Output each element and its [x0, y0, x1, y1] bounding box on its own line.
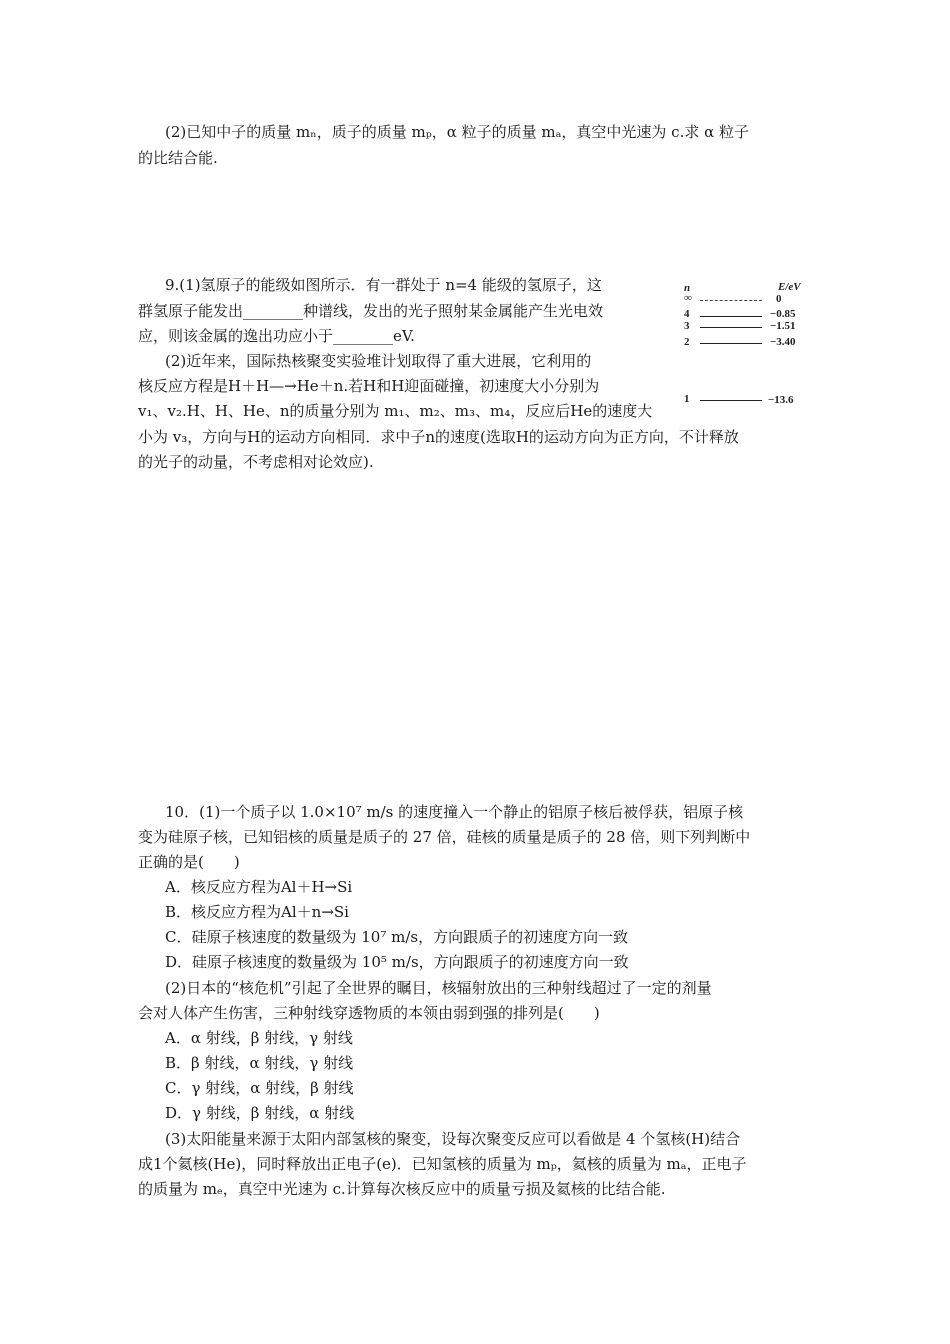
q10-part1-line1: 10．(1)一个质子以 1.0×10⁷ m/s 的速度撞入一个静止的铝原子核后被俘获，铝原子核	[165, 803, 744, 821]
diagram-energy-header: E/eV	[778, 281, 801, 293]
q9-part1-line3: 应，则该金属的逸出功应小于________eV.	[138, 327, 415, 345]
level-1-energy: −13.6	[768, 394, 794, 406]
level-4-energy: −0.85	[770, 308, 796, 320]
q10-part1-option-c: C．硅原子核速度的数量级为 10⁷ m/s，方向跟质子的初速度方向一致	[165, 928, 629, 946]
level-2-energy: −3.40	[770, 336, 796, 348]
level-1-line	[700, 400, 762, 401]
q10-part2-option-d: D．γ 射线，β 射线，α 射线	[165, 1104, 355, 1122]
q10-part2-option-c: C．γ 射线，α 射线，β 射线	[165, 1079, 354, 1097]
level-inf-energy: 0	[776, 293, 782, 305]
level-2-line	[700, 343, 762, 344]
q10-part2-line1: (2)日本的“核危机”引起了全世界的瞩目，核辐射放出的三种射线超过了一定的剂量	[165, 979, 712, 997]
level-2-label: 2	[684, 336, 690, 348]
level-3-line	[700, 327, 762, 328]
q10-part1-option-b: B．核反应方程为Al＋n→Si	[165, 903, 349, 921]
q10-part1-option-a: A．核反应方程为Al＋H→Si	[165, 878, 353, 896]
q10-part3-line3: 的质量为 mₑ，真空中光速为 c.计算每次核反应中的质量亏损及氦核的比结合能.	[138, 1180, 666, 1198]
level-inf-line	[700, 300, 762, 301]
q10-part1-line2: 变为硅原子核，已知铝核的质量是质子的 27 倍，硅核的质量是质子的 28 倍，则下列判断中	[138, 828, 751, 846]
level-4-line	[700, 316, 762, 317]
q10-part2-option-a: A．α 射线，β 射线，γ 射线	[165, 1029, 353, 1047]
q10-part1-line3: 正确的是( )	[138, 853, 240, 871]
level-3-label: 3	[684, 320, 690, 332]
level-3-energy: −1.51	[770, 320, 796, 332]
q9-part1-line1: 9.(1)氢原子的能级如图所示．有一群处于 n=4 能级的氢原子，这	[165, 276, 602, 294]
level-4-label: 4	[684, 308, 690, 320]
q10-part2-option-b: B．β 射线，α 射线，γ 射线	[165, 1054, 354, 1072]
q9-part2-line5: 的光子的动量，不考虑相对论效应).	[138, 453, 374, 471]
level-inf-label: ∞	[684, 292, 692, 304]
q8-part2-line1: (2)已知中子的质量 mₙ，质子的质量 mₚ，α 粒子的质量 mₐ，真空中光速为 c.求 α 粒子	[165, 123, 749, 141]
q10-part3-line2: 成1个氦核(He)，同时释放出正电子(e)．已知氢核的质量为 mₚ，氦核的质量为 mₐ，正电子	[138, 1155, 747, 1173]
q10-part3-line1: (3)太阳能量来源于太阳内部氢核的聚变，设每次聚变反应可以看做是 4 个氢核(H)结合	[165, 1130, 741, 1148]
diagram-n-header: n	[684, 282, 691, 294]
q9-part2-line1: (2)近年来，国际热核聚变实验堆计划取得了重大进展，它利用的	[165, 352, 592, 370]
q9-part2-line3: v₁、v₂.H、H、He、n的质量分别为 m₁、m₂、m₃、m₄，反应后He的速度大	[138, 402, 653, 420]
q9-part2-line4: 小为 v₃，方向与H的运动方向相同．求中子n的速度(选取H的运动方向为正方向，不计释放	[138, 428, 739, 446]
q8-part2-line2: 的比结合能.	[138, 149, 218, 167]
q9-part2-line2: 核反应方程是H＋H—→He＋n.若H和H迎面碰撞，初速度大小分别为	[138, 377, 600, 395]
q10-part1-option-d: D．硅原子核速度的数量级为 10⁵ m/s，方向跟质子的初速度方向一致	[165, 953, 629, 971]
level-1-label: 1	[684, 393, 690, 405]
q9-part1-line2: 群氢原子能发出________种谱线，发出的光子照射某金属能产生光电效	[138, 302, 604, 320]
q10-part2-line2: 会对人体产生伤害，三种射线穿透物质的本领由弱到强的排列是( )	[138, 1004, 600, 1022]
